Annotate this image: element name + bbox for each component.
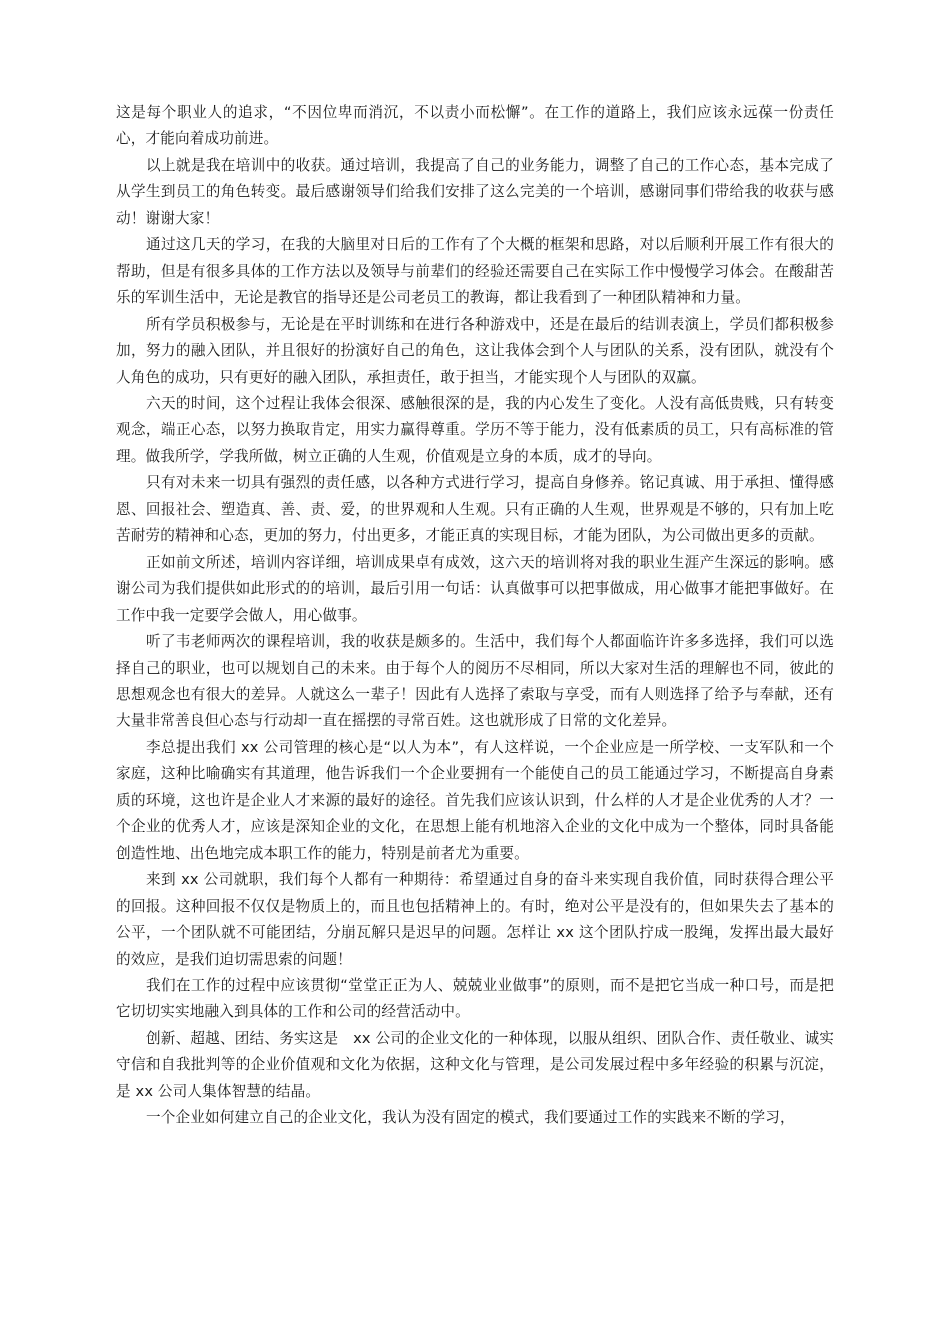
paragraph-7: 正如前文所述，培训内容详细，培训成果卓有成效，这六天的培训将对我的职业生涯产生深远的影响。感谢公司为我们提供如此形式的的培训，最后引用一句话：认真做事可以把事做成，用心做事才能把事做好。在工作中我一定要学会做人，用心做事。 <box>116 553 834 624</box>
paragraph-6: 只有对未来一切具有强烈的责任感，以各种方式进行学习，提高自身修养。铭记真诚、用于承担、懂得感恩、回报社会、塑造真、善、责、爱，的世界观和人生观。只有正确的人生观，世界观是不够的，只有加上吃苦耐劳的精神和心态，更加的努力，付出更多，才能正真的实现目标，才能为团队，为公司做出更多的贡献。 <box>116 474 834 545</box>
document-page <box>116 100 834 1132</box>
paragraph-5: 六天的时间，这个过程让我体会很深、感触很深的是，我的内心发生了变化。人没有高低贵贱，只有转变观念，端正心态，以努力换取肯定，用实力赢得尊重。学历不等于能力，没有低素质的员工，只有高标准的管理。做我所学，学我所做，树立正确的人生观，价值观是立身的本质，成才的导向。 <box>116 394 834 465</box>
paragraph-3: 通过这几天的学习，在我的大脑里对日后的工作有了个大概的框架和思路，对以后顺利开展工作有很大的帮助，但是有很多具体的工作方法以及领导与前辈们的经验还需要自己在实际工作中慢慢学习体会。在酸甜苦乐的军训生活中，无论是教官的指导还是公司老员工的教诲，都让我看到了一种团队精神和力量。 <box>116 236 834 307</box>
paragraph-11: 我们在工作的过程中应该贯彻“堂堂正正为人、兢兢业业做事”的原则，而不是把它当成一种口号，而是把它切切实实地融入到具体的工作和公司的经营活动中。 <box>116 976 834 1021</box>
paragraph-8: 听了韦老师两次的课程培训，我的收获是颇多的。生活中，我们每个人都面临许许多多选择，我们可以选择自己的职业，也可以规划自己的未来。由于每个人的阅历不尽相同，所以大家对生活的理解也不同，彼此的思想观念也有很大的差异。人就这么一辈子！因此有人选择了索取与享受，而有人则选择了给予与奉献，还有大量非常善良但心态与行动却一直在摇摆的寻常百姓。这也就形成了日常的文化差异。 <box>116 633 834 730</box>
paragraph-9: 李总提出我们 xx 公司管理的核心是“以人为本”，有人这样说，一个企业应是一所学校、一支军队和一个家庭，这种比喻确实有其道理，他告诉我们一个企业要拥有一个能使自己的员工能通过学习，不断提高自身素质的环境，这也许是企业人才来源的最好的途径。首先我们应该认识到，什么样的人才是企业优秀的人才？一个企业的优秀人才，应该是深知企业的文化，在思想上能有机地溶入企业的文化中成为一个整体，同时具备能创造性地、出色地完成本职工作的能力，特别是前者尤为重要。 <box>116 738 834 862</box>
paragraph-12: 创新、超越、团结、务实这是 xx 公司的企业文化的一种体现，以服从组织、团队合作、责任敬业、诚实守信和自我批判等的企业价值观和文化为依据，这种文化与管理，是公司发展过程中多年经验的积累与沉淀，是 xx 公司人集体智慧的结晶。 <box>116 1029 834 1100</box>
paragraph-13: 一个企业如何建立自己的企业文化，我认为没有固定的模式，我们要通过工作的实践来不断的学习， <box>146 1109 795 1127</box>
paragraph-1: 这是每个职业人的追求，“不因位卑而消沉，不以责小而松懈”。在工作的道路上，我们应该永远葆一份责任心，才能向着成功前进。 <box>116 104 834 148</box>
paragraph-2: 以上就是我在培训中的收获。通过培训，我提高了自己的业务能力，调整了自己的工作心态，基本完成了从学生到员工的角色转变。最后感谢领导们给我们安排了这么完美的一个培训，感谢同事们带给我的收获与感动！谢谢大家！ <box>116 156 834 227</box>
paragraph-4: 所有学员积极参与，无论是在平时训练和在进行各种游戏中，还是在最后的结训表演上，学员们都积极参加，努力的融入团队，并且很好的扮演好自己的角色，这让我体会到个人与团队的关系，没有团队，就没有个人角色的成功，只有更好的融入团队，承担责任，敢于担当，才能实现个人与团队的双赢。 <box>116 315 834 386</box>
paragraph-10: 来到 xx 公司就职，我们每个人都有一种期待：希望通过自身的奋斗来实现自我价值，同时获得合理公平的回报。这种回报不仅仅是物质上的，而且也包括精神上的。有时，绝对公平是没有的，但如果失去了基本的公平，一个团队就不可能团结，分崩瓦解只是迟早的问题。怎样让 xx 这个团队拧成一股绳，发挥出最大最好的效应，是我们迫切需思索的问题！ <box>116 871 834 968</box>
